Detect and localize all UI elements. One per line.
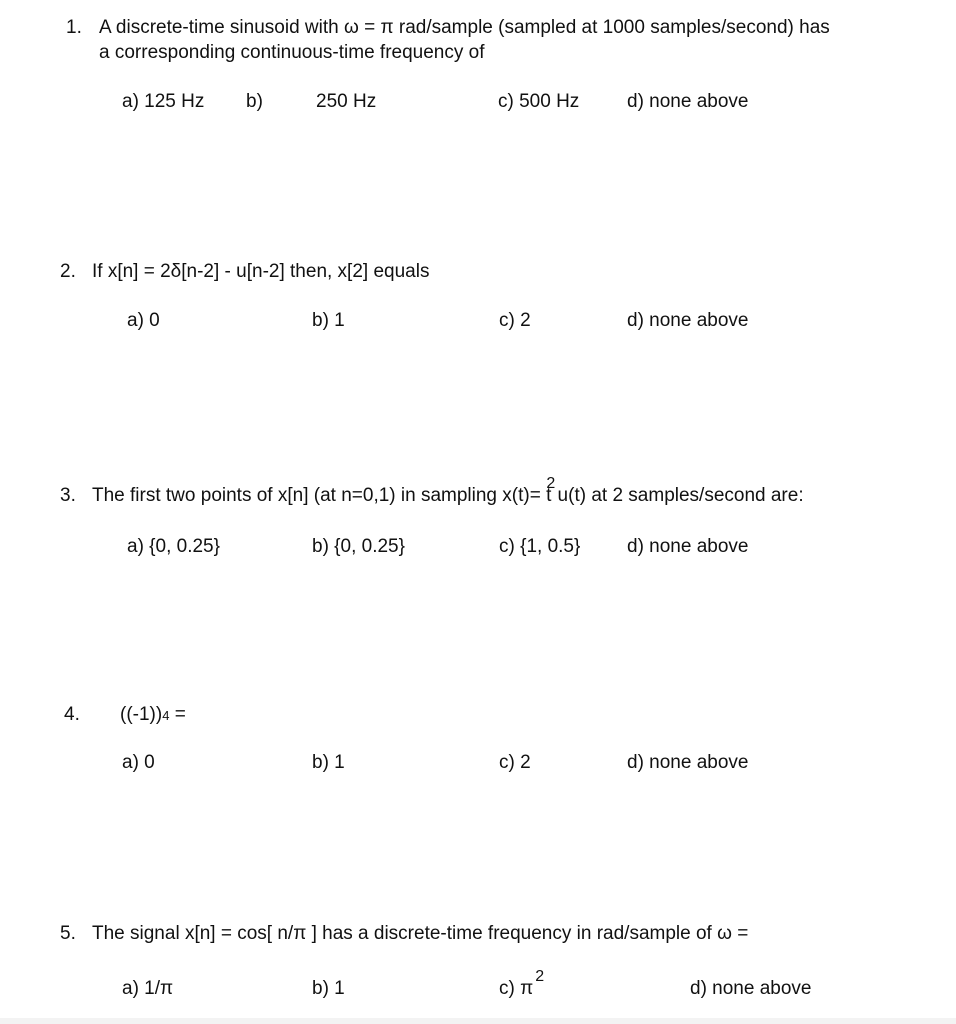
question-4-option-d: d) none above: [627, 752, 749, 773]
question-5-text: The signal x[n] = cos[ n/π ] has a discrete-time frequency in rad/sample of ω =: [92, 923, 749, 944]
question-5-option-c-prefix: c) π: [499, 978, 534, 999]
question-1-option-d: d) none above: [627, 91, 749, 112]
question-4-expression-tail: =: [169, 704, 186, 725]
question-2-text: If x[n] = 2δ[n-2] - u[n-2] then, x[2] equals: [92, 261, 430, 282]
question-1-number: 1.: [66, 17, 82, 38]
question-5-option-c: [499, 968, 545, 999]
question-4-option-b: b) 1: [312, 752, 345, 773]
question-4-expression-main: ((-1)): [120, 704, 163, 725]
question-3-number: 3.: [60, 485, 76, 506]
question-3-option-d: d) none above: [627, 536, 749, 557]
question-4-expression: [120, 705, 186, 724]
question-4-number: 4.: [64, 704, 80, 725]
question-3-text: [92, 475, 804, 506]
question-5-number: 5.: [60, 923, 76, 944]
question-5-option-d: d) none above: [690, 978, 812, 999]
question-1-option-c: c) 500 Hz: [498, 91, 580, 112]
question-1-option-b-label: b): [246, 91, 263, 112]
question-3-superscript: 2: [546, 475, 556, 492]
question-4-option-a: a) 0: [122, 752, 155, 773]
question-2-option-d: d) none above: [627, 310, 749, 331]
question-5-option-c-superscript: 2: [535, 968, 545, 985]
page-bottom-edge: [0, 1018, 956, 1024]
question-3-option-a: a) {0, 0.25}: [127, 536, 220, 557]
question-1-option-a: a) 125 Hz: [122, 91, 205, 112]
question-2-option-a: a) 0: [127, 310, 160, 331]
question-1-text-line-1: A discrete-time sinusoid with ω = π rad/sample (sampled at 1000 samples/second) has: [99, 17, 830, 38]
question-3-text-part-1: The first two points of x[n] (at n=0,1) in sampling x(t)= t: [92, 485, 552, 506]
question-5-option-a: a) 1/π: [122, 978, 174, 999]
question-4-expression-subscript: 4: [162, 708, 170, 723]
question-2-option-c: c) 2: [499, 310, 531, 331]
question-5-option-b: b) 1: [312, 978, 345, 999]
question-1-text-line-2: a corresponding continuous-time frequency of: [99, 42, 485, 63]
question-3-option-c: c) {1, 0.5}: [499, 536, 581, 557]
question-2-number: 2.: [60, 261, 76, 282]
question-3-text-part-2: u(t) at 2 samples/second are:: [552, 485, 804, 506]
question-1-option-b-value: 250 Hz: [316, 91, 377, 112]
question-2-option-b: b) 1: [312, 310, 345, 331]
question-4-option-c: c) 2: [499, 752, 531, 773]
question-3-option-b: b) {0, 0.25}: [312, 536, 405, 557]
